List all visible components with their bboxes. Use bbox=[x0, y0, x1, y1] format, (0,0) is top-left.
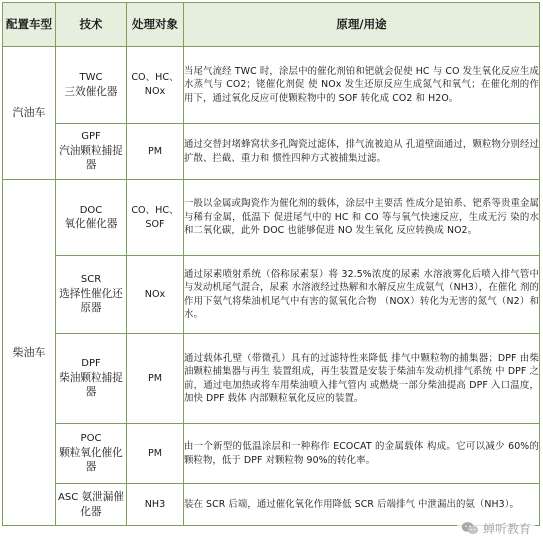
tech-en: GPF bbox=[81, 131, 101, 143]
target-cell: PM bbox=[127, 424, 184, 484]
table-row bbox=[3, 124, 540, 180]
desc-cell: 通过交替封堵蜂窝状多孔陶瓷过滤体，排气流被迫从 孔道壁面通过，颗粒物分别经过扩散、拦截、重力和 惯性四种方式被捕集过滤。 bbox=[184, 124, 540, 180]
tech-en: DOC bbox=[79, 204, 103, 216]
tech-en: TWC bbox=[79, 72, 103, 84]
target-cell: NH3 bbox=[127, 484, 184, 526]
tech-zh: 柴油颗粒捕捉器 bbox=[59, 371, 123, 399]
group-diesel: 柴油车 bbox=[3, 180, 56, 526]
tech-zh: 氨泄漏催化器 bbox=[80, 491, 124, 518]
tech-cell bbox=[56, 256, 127, 334]
header-target: 处理对象 bbox=[127, 3, 184, 47]
desc-cell: 一般以金属或陶瓷作为催化剂的载体，涂层中主要活 性成分是铂系、钯系等贵重金属与稀有金属，低温下 促进尾气中的 HC 和 CO 等与氧气快速反应，生成无污 染的水和二氧化碳，此外 DOC 也能够促进 NO 发生氧化 反应转换成 NO2。 bbox=[184, 180, 540, 256]
table-row bbox=[3, 334, 540, 424]
target-cell: CO、HC、NOx bbox=[127, 47, 184, 124]
tech-cell bbox=[56, 484, 127, 526]
table-row bbox=[3, 47, 540, 124]
desc-cell: 通过尿素喷射系统（俗称尿素泵）将 32.5%浓度的尿素 水溶液雾化后喷入排气管中与发动机尾气混合，尿素 水溶液经过热解和水解反应生成氨气（NH3），在催化 剂的作用下氨气将柴油机尾气中有害的氮氧化合物 （NOX）转化为无害的氮气（N2）和水。 bbox=[184, 256, 540, 334]
tech-en: DPF bbox=[81, 358, 101, 370]
header-desc: 原理/用途 bbox=[184, 3, 540, 47]
tech-zh: 三效催化器 bbox=[64, 85, 118, 98]
target-cell: CO、HC、SOF bbox=[127, 180, 184, 256]
tech-cell bbox=[56, 180, 127, 256]
table-row bbox=[3, 424, 540, 484]
wechat-icon bbox=[461, 521, 479, 536]
tech-zh: 汽油颗粒捕捉器 bbox=[59, 144, 123, 172]
target-cell: PM bbox=[127, 334, 184, 424]
tech-en: ASC bbox=[58, 492, 79, 504]
group-gasoline: 汽油车 bbox=[3, 47, 56, 180]
tech-cell bbox=[56, 334, 127, 424]
tech-en: SCR bbox=[80, 274, 102, 286]
desc-cell: 通过载体孔壁（带微孔）具有的过滤特性来降低 排气中颗粒物的捕集器；DPF 由柴油颗粒捕集器与再生 装置组成，再生装置是安装于柴油车发动机排气系统 中 DPF 之前，通过电加热或将车用柴油喷入排气管内 或燃烧一部分柴油提高 DPF 入口温度，加快 DPF 载体 内部颗粒氧化反应的装置。 bbox=[184, 334, 540, 424]
target-cell: PM bbox=[127, 124, 184, 180]
watermark-text: 蝉听教育 bbox=[482, 522, 531, 536]
table-row bbox=[3, 180, 540, 256]
table-row bbox=[3, 256, 540, 334]
desc-cell: 当尾气流经 TWC 时，涂层中的催化剂铂和钯就会促使 HC 与 CO 发生氧化反应生成水蒸气与 CO2；铑催化剂促 使 NOx 发生还原反应生成氮气和氧气；在催化剂的作 用下，通过氧化反应可使颗粒物中的 SOF 转化成 CO2 和 H2O。 bbox=[184, 47, 540, 124]
tech-cell bbox=[56, 47, 127, 124]
tech-cell bbox=[56, 424, 127, 484]
tech-en: POC bbox=[80, 433, 102, 445]
tech-zh: 选择性催化还原器 bbox=[59, 287, 123, 315]
header-tech: 技术 bbox=[56, 3, 127, 47]
tech-zh: 氧化催化器 bbox=[64, 218, 118, 231]
tech-cell bbox=[56, 124, 127, 180]
watermark bbox=[457, 519, 535, 538]
emission-tech-table bbox=[2, 2, 540, 526]
desc-cell: 由一个新型的低温涂层和一种称作 ECOCAT 的金属载体 构成。它可以减少 60%的颗粒物，低于 DPF 对颗粒物 90%的转化率。 bbox=[184, 424, 540, 484]
desc-cell: 装在 SCR 后端，通过催化氧化作用降低 SCR 后端排气 中泄漏出的氨（NH3）。 bbox=[184, 484, 540, 526]
target-cell: NOx bbox=[127, 256, 184, 334]
tech-zh: 颗粒氧化催化器 bbox=[59, 446, 123, 474]
header-type: 配置车型 bbox=[3, 3, 56, 47]
table-header-row bbox=[3, 3, 540, 47]
